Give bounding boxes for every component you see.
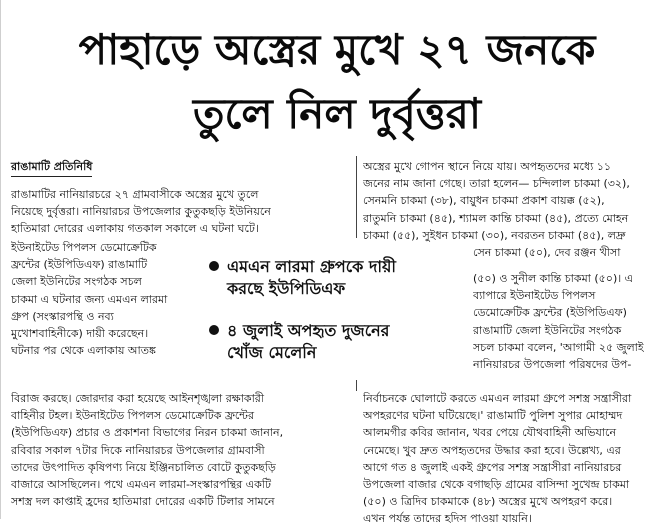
text-line: সশস্ত্র দল কাপ্তাই হ্রদের হাতিমারা দোরের একটি টিলার সামনে xyxy=(11,495,275,509)
text-line: বিরাজ করছে। জোরদার করা হয়েছে আইনশৃঙ্খলা রক্ষাকারী xyxy=(11,392,264,405)
right-column-top xyxy=(363,158,663,261)
text-line: সেন চাকমা (৫০), দেব রঞ্জন খীসা xyxy=(473,245,621,259)
text-line: আলমগীর কবির জানান, খবর পেয়ে যৌথবাহিনী অভিযানে xyxy=(363,426,617,440)
right-column-middle xyxy=(473,270,663,373)
text-line: হাতিমারা দোরের এলাকায় গতকাল সকালে এ ঘটনা ঘটে। xyxy=(11,222,259,236)
headline-line-1: পাহাড়ে অস্ত্রের মুখে ২৭ জনকে xyxy=(78,25,596,74)
highlight-text: ৪ জুলাই অপহৃত দুজনের xyxy=(227,321,390,340)
text-line: নানিয়ারচর উপজেলা পরিষদের উপ- xyxy=(473,357,632,371)
text-line: (৫০) ও ত্রিদিব চাকমাকে (৪৮) অস্ত্রের মুখে অপহরণ করে। xyxy=(363,495,613,509)
text-line: উপজেলা বাজার থেকে বগাছড়ি গ্রামের বাসিন্দা সুখেন্দ্র চাকমা xyxy=(363,477,630,491)
headline-line-2: তুলে নিল দুর্বৃত্তরা xyxy=(192,89,482,138)
highlight-item-2 xyxy=(209,320,389,342)
text-line: (ইউপিডিএফ) প্রচার ও প্রকাশনা বিভাগের নিরন চাকমা জানান, xyxy=(11,426,284,440)
text-line: বাজারে আসছিলেন। পথে এমএন লারমা-সংস্কারপন্থির একটি xyxy=(11,477,271,491)
text-line: ঘটনার পর থেকে এলাকায় আতঙ্ক xyxy=(11,344,156,358)
text-line: ফ্রন্টের (ইউপিডিএফ) রাঙামাটি xyxy=(11,258,148,272)
text-line: ব্যাপারে ইউনাইটেড পিপলস xyxy=(473,289,596,303)
text-line: নির্বাচনকে ঘোলাটে করতে এমএন লারমা গ্রুপে সশস্ত্র সন্ত্রাসীরা xyxy=(363,392,632,405)
text-line: রাঙামাটির নানিয়ারচরে ২৭ গ্রামবাসীকে অস্ত্রের মুখে তুলে xyxy=(11,188,259,201)
left-column-top xyxy=(11,186,351,238)
byline: রাঙামাটি প্রতিনিধি xyxy=(11,160,92,177)
text-line: অপহরণের ঘটনা ঘটিয়েছে।' রাঙামাটি পুলিশ সুপার মোহাম্মদ xyxy=(363,409,623,423)
text-line: তাদের উৎপাদিত কৃষিপণ্য নিয়ে ইঞ্জিনচালিত বোটে কুতুকছড়ি xyxy=(11,460,276,474)
text-line: চাকমা এ ঘটনার জন্য এমএন লারমা xyxy=(11,292,168,306)
highlight-text: এমএন লারমা গ্রুপকে দায়ী xyxy=(227,257,396,276)
text-line: আগে গত ৪ জুলাই একই গ্রুপের সশস্ত্র সন্ত্রাসীরা নানিয়ারচর xyxy=(363,460,622,474)
text-line: সেনমনি চাকমা (৩৮), বায়ুধন চাকমা প্রকাশ বায়ক্ক (৫২), xyxy=(363,194,605,208)
highlight-item-1-cont: করছে ইউপিডিএফ xyxy=(227,279,346,298)
text-line: এখন পর্যন্ত তাদের হদিস পাওয়া যায়নি। xyxy=(363,512,532,526)
text-line: ডেমোক্রেটিক ফ্রন্টের (ইউপিডিএফ) xyxy=(473,306,627,320)
text-line: রাতুমনি চাকমা (৪৫), শ্যামল কান্তি চাকমা (৪৫), প্রত্যে মোহন xyxy=(363,211,629,225)
left-column-middle xyxy=(11,239,197,359)
text-line: রাঙামাটি জেলা ইউনিটের সংগঠক xyxy=(473,323,622,337)
bullet-icon xyxy=(209,261,219,271)
text-line: জেলা ইউনিটের সংগঠক সচল xyxy=(11,275,142,289)
text-line: ইউনাইটেড পিপলস ডেমোক্রেটিক xyxy=(11,241,157,254)
bullet-icon xyxy=(209,325,219,335)
text-line: মুখোশবাহিনীকে) দায়ী করেছেন। xyxy=(11,326,149,340)
text-line: জনের নাম জানা গেছে। তারা হলেন— চন্দিলাল চাকমা (৩২), xyxy=(363,177,630,191)
text-line: গ্রুপ (সংস্কারপন্থি ও নব্য xyxy=(11,309,114,323)
left-column-bottom xyxy=(11,390,351,510)
text-line: সচল চাকমা বলেন, 'আগামী ২৫ জুলাই xyxy=(473,340,644,354)
text-line: নিয়েছে দুর্বৃত্তরা। নানিয়ারচর উপজেলার কুতুকছড়ি ইউনিয়নে xyxy=(11,205,271,219)
text-line: বাহিনীর টহল। ইউনাইটেড পিপলস ডেমোক্রেটিক ফ্রন্টের xyxy=(11,409,254,423)
text-line: নেমেছে। খুব দ্রুত অপহৃতদের উদ্ধার করা হবে। উল্লেখ্য, এর xyxy=(363,443,621,457)
right-column-bottom xyxy=(363,390,663,528)
highlight-item-2-cont: খোঁজ মেলেনি xyxy=(227,343,317,362)
text-line: রবিবার সকাল ৭টার দিকে নানিয়ারচর উপজেলার গ্রামবাসী xyxy=(11,443,265,457)
text-line: চাকমা (৫৫), সুইধন চাকমা (৩০), নবরতন চাকমা (৪৫), লদ্রু xyxy=(363,228,626,242)
text-line: (৫০) ও সুনীল কান্তি চাকমা (৫০)। এ xyxy=(473,272,634,285)
text-line: অস্ত্রের মুখে গোপন স্থানে নিয়ে যায়। অপহৃতদের মধ্যে ১১ xyxy=(363,160,612,173)
